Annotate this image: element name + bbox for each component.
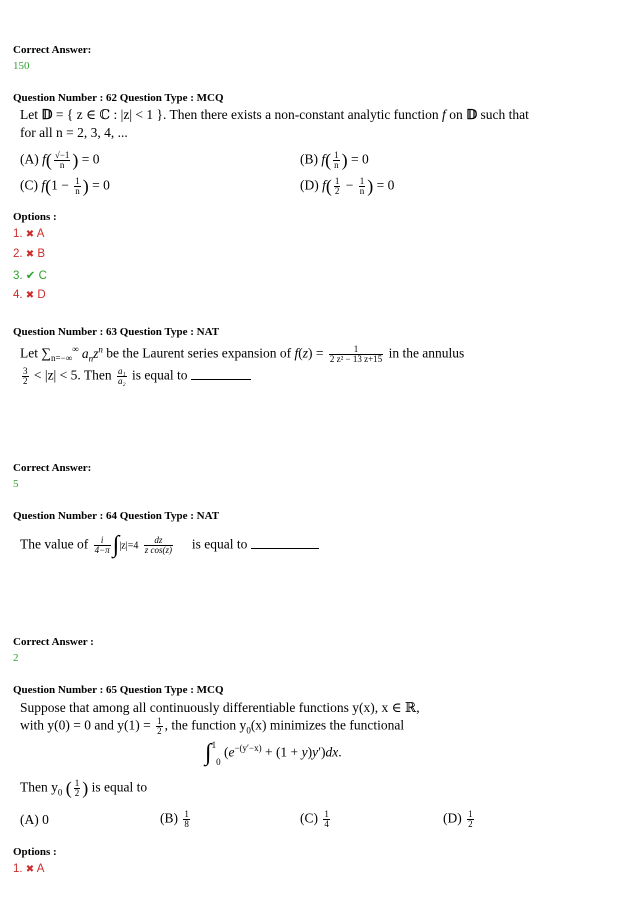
question-text-line3: Then $y_0$ ( $\frac{1}{2}$ ) is equal to xyxy=(20,778,148,798)
option-row: 1. ✖ A xyxy=(13,228,45,240)
question-text: Let 𝔻 = { z ∈ ℂ : |z| < 1 }. Then there exists a non-constant analytic function f on 𝔻 such that xyxy=(20,107,529,122)
correct-answer-label: Correct Answer : xyxy=(13,636,94,648)
choice-b: (B) $\frac{1}{8}$ xyxy=(160,809,189,829)
choice-a: (A) 0 xyxy=(20,812,49,827)
question-header: Question Number : 64 Question Type : NAT xyxy=(13,510,220,522)
question-header: Question Number : 63 Question Type : NAT xyxy=(13,326,220,338)
question-text: Suppose that among all continuously differentiable functions y(x), x ∈ ℝ, xyxy=(20,700,420,715)
choice-b: (B) f( $\frac{1}{n}$ ) = 0 xyxy=(300,150,369,170)
question-header: Question Number : 62 Question Type : MCQ xyxy=(13,92,224,104)
options-label: Options : xyxy=(13,846,57,858)
functional-formula: ∫$^1$0 $(e^{-(y'-x)} + (1 + y)y')dx$. xyxy=(205,740,342,767)
question-text-line2: $\frac{3}{2}$ < |z| < 5. Then $\frac{\text{a₁}}{\text{a₂}}$ is equal to xyxy=(20,367,251,386)
correct-answer-label: Correct Answer: xyxy=(13,462,92,474)
choice-d: (D) f( $\frac{1}{2}$ − $\frac{1}{n}$ ) = 0 xyxy=(300,176,395,196)
option-row: 2. ✖ B xyxy=(13,248,46,260)
question-header: Question Number : 65 Question Type : MCQ xyxy=(13,684,224,696)
cross-icon: ✖ xyxy=(25,249,35,260)
option-row: 4. ✖ D xyxy=(13,289,46,301)
check-icon: ✔ xyxy=(25,270,36,282)
cross-icon: ✖ xyxy=(25,229,35,240)
option-row: 1. ✖ A xyxy=(13,863,45,875)
correct-answer-value: 5 xyxy=(13,478,19,490)
correct-answer-value: 2 xyxy=(13,652,19,664)
correct-answer-label: Correct Answer: xyxy=(13,44,92,56)
choice-a: (A) f( $\frac{√-1}{n}$ ) = 0 xyxy=(20,150,100,170)
question-text-line2: for all n = 2, 3, 4, ... xyxy=(20,125,128,140)
cross-icon: ✖ xyxy=(25,864,35,875)
option-row-correct: 3. ✔ C xyxy=(13,270,47,282)
question-text: Let $\sum_{n=-\infty}^\infty$ $a_nz^n$ be the Laurent series expansion of f(z) = $\frac{1}{\text{2 z² − 13 z+15}}$ in the annulus xyxy=(20,343,465,364)
cross-icon: ✖ xyxy=(25,290,35,301)
choice-c: (C) f(1 − $\frac{1}{n}$ ) = 0 xyxy=(20,176,110,196)
question-text: The value of $\frac{i}{4-\pi}$ ∫|z|=4 $\frac{dz}{\text{z cos(z)}}$ is equal to xyxy=(20,532,319,559)
options-label: Options : xyxy=(13,211,57,223)
correct-answer-value: 150 xyxy=(13,60,30,72)
choice-d: (D) $\frac{1}{2}$ xyxy=(443,809,473,829)
question-text-line2: with y(0) = 0 and y(1) = $\frac{1}{2}$ , the function $y_0(x)$ minimizes the functional xyxy=(20,716,405,736)
choice-c: (C) $\frac{1}{4}$ xyxy=(300,809,329,829)
